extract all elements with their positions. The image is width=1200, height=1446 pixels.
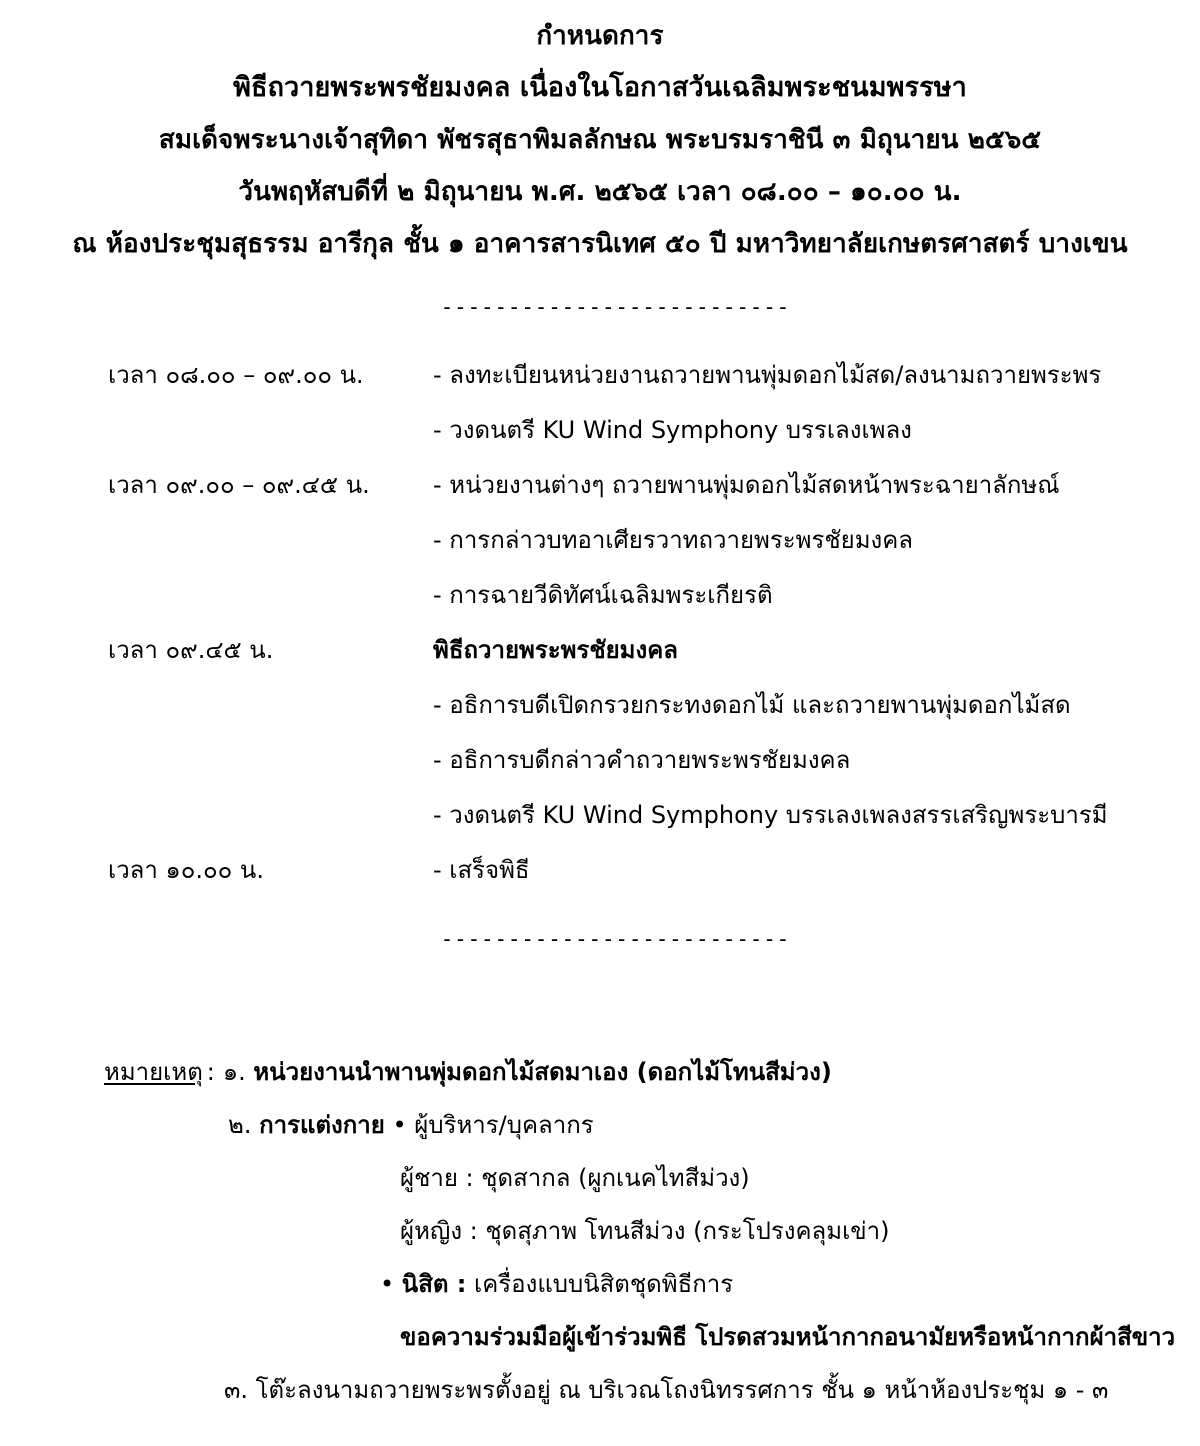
schedule-time: เวลา ๐๘.๐๐ – ๐๙.๐๐ น. — [108, 361, 364, 389]
note-row-dresscode-female — [104, 1205, 1200, 1258]
schedule-row — [108, 458, 1200, 623]
note-row-dresscode-student — [104, 1258, 1200, 1311]
notes-section — [0, 1046, 1200, 1417]
notes-label: หมายเหตุ — [104, 1058, 203, 1086]
schedule-time: เวลา ๐๙.๐๐ – ๐๙.๔๕ น. — [108, 471, 370, 499]
schedule-activity-item: - การกล่าวบทอาเศียรวาทถวายพระพรชัยมงคล — [433, 526, 913, 554]
note-number-1: ๑. — [222, 1058, 246, 1086]
note-row-2 — [104, 1099, 1200, 1152]
spacer — [0, 898, 1200, 928]
bullet-icon: • — [392, 1111, 407, 1139]
header-title-line-2: พิธีถวายพระพรชัยมงคล เนื่องในโอกาสวันเฉลิมพระชนมพรรษา — [233, 72, 967, 103]
schedule-activity-item: - วงดนตรี KU Wind Symphony บรรเลงเพลงสรรเสริญพระบารมี — [433, 801, 1108, 829]
schedule-activity-item: - วงดนตรี KU Wind Symphony บรรเลงเพลง — [433, 416, 912, 444]
schedule-activity-item: - หน่วยงานต่างๆ ถวายพานพุ่มดอกไม้สดหน้าพระฉายาลักษณ์ — [433, 471, 1060, 499]
note-text-3: ๓. โต๊ะลงนามถวายพระพรตั้งอยู่ ณ บริเวณโถงนิทรรศการ ชั้น ๑ หน้าห้องประชุม ๑ - ๓ — [224, 1376, 1109, 1404]
note-row-dresscode-male — [104, 1152, 1200, 1205]
note-number-2: ๒. — [228, 1111, 252, 1139]
note-row-mask-request — [104, 1311, 1200, 1364]
note-text-1: หน่วยงานนำพานพุ่มดอกไม้สดมาเอง (ดอกไม้โทนสีม่วง) — [253, 1058, 832, 1086]
note-row-1 — [104, 1046, 1200, 1099]
schedule-list — [0, 348, 1200, 898]
divider-top-wrapper — [0, 270, 1200, 318]
note-row-3 — [104, 1364, 1200, 1417]
schedule-activity-group — [433, 843, 1200, 898]
schedule-activity-item: - การฉายวีดิทัศน์เฉลิมพระเกียรติ — [433, 581, 773, 609]
notes-colon: : — [206, 1058, 215, 1086]
spacer — [0, 950, 1200, 1046]
schedule-time: เวลา ๑๐.๐๐ น. — [108, 856, 264, 884]
schedule-row — [108, 348, 1200, 458]
schedule-activity-heading: พิธีถวายพระพรชัยมงคล — [433, 636, 678, 664]
schedule-activity-item: - ลงทะเบียนหน่วยงานถวายพานพุ่มดอกไม้สด/ลงนามถวายพระพร — [433, 361, 1102, 389]
note-text-male: ผู้ชาย : ชุดสากล (ผูกเนคไทสีม่วง) — [400, 1164, 750, 1192]
note-text-mask-request: ขอความร่วมมือผู้เข้าร่วมพิธี โปรดสวมหน้ากากอนามัยหรือหน้ากากผ้าสีขาว — [400, 1323, 1176, 1351]
schedule-activity-item: - อธิการบดีเปิดกรวยกระทงดอกไม้ และถวายพานพุ่มดอกไม้สด — [433, 691, 1071, 719]
header-title-line-4: วันพฤหัสบดีที่ ๒ มิถุนายน พ.ศ. ๒๕๖๕ เวลา ๐๘.๐๐ – ๑๐.๐๐ น. — [238, 177, 962, 207]
note-text-female: ผู้หญิง : ชุดสุภาพ โทนสีม่วง (กระโปรงคลุมเข่า) — [400, 1217, 890, 1245]
dashed-divider-bottom: - - - - - - - - - - - - - - - - - - - - - - - - - - — [443, 926, 787, 951]
schedule-activity-item: - เสร็จพิธี — [433, 856, 530, 884]
header-title-line-1: กำหนดการ — [536, 21, 664, 51]
divider-bottom-wrapper — [0, 928, 1200, 950]
schedule-activity-group — [433, 458, 1200, 623]
schedule-row — [108, 843, 1200, 898]
note-student-label: นิสิต : — [401, 1270, 467, 1298]
note-student-text: เครื่องแบบนิสิตชุดพิธีการ — [474, 1270, 734, 1298]
document-header — [0, 0, 1200, 270]
schedule-row — [108, 623, 1200, 843]
dashed-divider-top: - - - - - - - - - - - - - - - - - - - - - - - - - - — [443, 294, 787, 319]
bullet-icon: • — [380, 1270, 395, 1298]
schedule-activity-group — [433, 348, 1200, 458]
schedule-time: เวลา ๐๙.๔๕ น. — [108, 636, 274, 664]
schedule-activity-group — [433, 623, 1200, 843]
header-title-line-5: ณ ห้องประชุมสุธรรม อารีกุล ชั้น ๑ อาคารสารนิเทศ ๕๐ ปี มหาวิทยาลัยเกษตรศาสตร์ บางเขน — [72, 229, 1128, 259]
header-title-line-3: สมเด็จพระนางเจ้าสุทิดา พัชรสุธาพิมลลักษณ พระบรมราชินี ๓ มิถุนายน ๒๕๖๕ — [158, 125, 1042, 155]
schedule-activity-item: - อธิการบดีกล่าวคำถวายพระพรชัยมงคล — [433, 746, 851, 774]
note-dresscode-audience: ผู้บริหาร/บุคลากร — [414, 1111, 594, 1139]
note-dresscode-label: การแต่งกาย — [259, 1111, 385, 1139]
